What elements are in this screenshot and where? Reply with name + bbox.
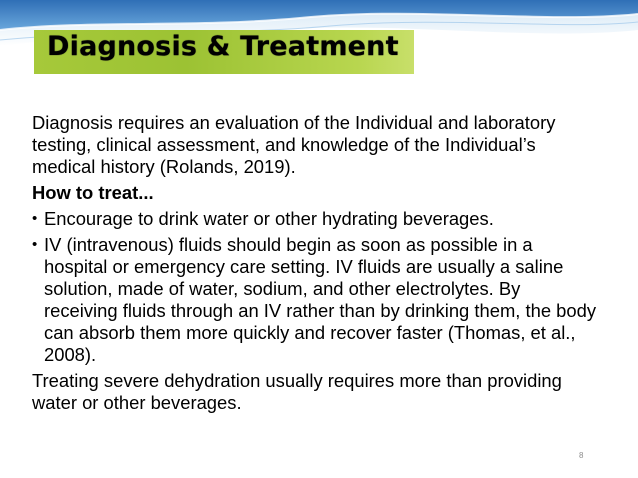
slide-title: Diagnosis & Treatment xyxy=(47,31,399,62)
bullet-marker: • xyxy=(32,210,38,227)
bullet-item xyxy=(32,208,598,230)
bullet-marker: • xyxy=(32,236,38,253)
intro-paragraph: Diagnosis requires an evaluation of the Individual and laboratory testing, clinical assessment, and knowledge of the Individual’s medical history (Rolands, 2019). xyxy=(32,112,556,177)
bullet-item xyxy=(32,234,598,366)
bullet-text: Encourage to drink water or other hydrating beverages. xyxy=(44,208,494,229)
slide-body xyxy=(32,112,598,418)
section-heading: How to treat... xyxy=(32,182,154,203)
closing-paragraph: Treating severe dehydration usually requires more than providing water or other beverages. xyxy=(32,370,562,413)
bullet-text: IV (intravenous) fluids should begin as soon as possible in a hospital or emergency care setting. IV fluids are usually a saline solution, made of water, sodium, and other electrolytes. By receiving fluids through an IV rather than by drinking them, the body can absorb them more quickly and recover faster (Thomas, et al., 2008). xyxy=(44,234,597,365)
page-number: 8 xyxy=(579,451,584,460)
